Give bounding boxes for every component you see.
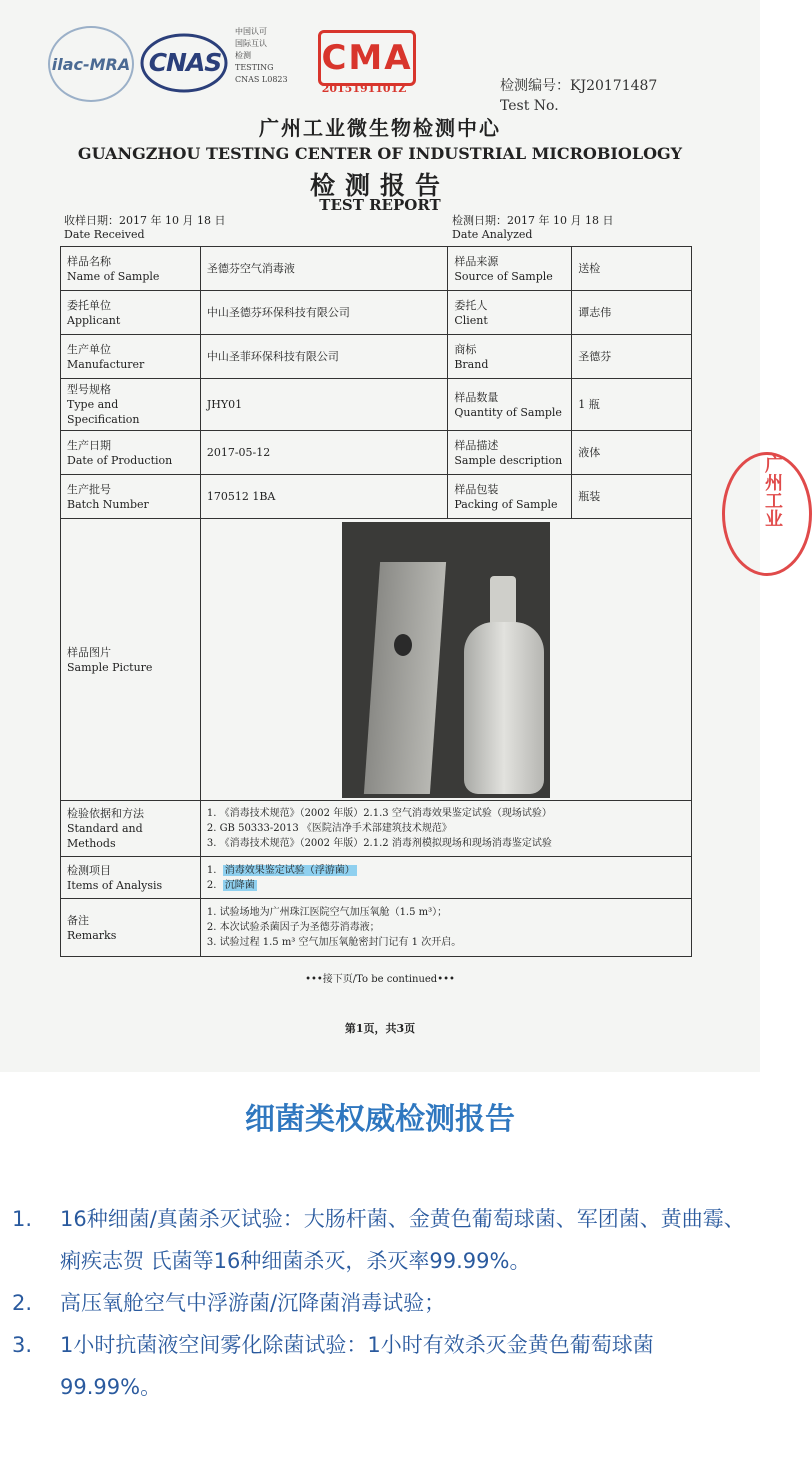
label-cell: 商标 Brand bbox=[448, 335, 572, 379]
list-item: 2. 高压氧舱空气中浮游菌/沉降菌消毒试验； bbox=[12, 1291, 446, 1315]
table-row bbox=[61, 475, 692, 519]
sample-photo bbox=[342, 522, 550, 798]
cnas-logo-text: CNAS bbox=[148, 48, 222, 77]
value-cell: JHY01 bbox=[200, 379, 448, 431]
cma-code: 2015191101Z bbox=[321, 82, 407, 95]
label-cell: 样品描述 Sample description bbox=[448, 431, 572, 475]
value-cell: 液体 bbox=[572, 431, 692, 475]
table-row bbox=[61, 379, 692, 431]
center-name-en: GUANGZHOU TESTING CENTER OF INDUSTRIAL MICROBIOLOGY bbox=[77, 144, 683, 163]
value-cell: 圣德芬空气消毒液 bbox=[200, 247, 448, 291]
accreditation-text: 中国认可 国际互认 检测 TESTING CNAS L0823 bbox=[235, 27, 288, 84]
report-title-en: TEST REPORT bbox=[319, 196, 441, 214]
product-box bbox=[364, 562, 446, 794]
center-name-cn: 广州工业微生物检测中心 bbox=[259, 116, 501, 140]
label-cell: 样品来源 Source of Sample bbox=[448, 247, 572, 291]
label-cell: 样品包装 Packing of Sample bbox=[448, 475, 572, 519]
spray-nozzle bbox=[490, 576, 516, 626]
ilac-mra-logo: ilac-MRA bbox=[48, 26, 134, 102]
test-number: 检测编号：KJ20171487 Test No. bbox=[500, 78, 658, 114]
value-cell: 送检 bbox=[572, 247, 692, 291]
continued-note: •••接下页/To be continued••• bbox=[305, 974, 455, 985]
list-item: 1. 16种细菌/真菌杀灭试验：大肠杆菌、金黄色葡萄球菌、军团菌、黄曲霉、痢疾志贺 氏菌等16种细菌杀灭，杀灭率99.99%。 bbox=[12, 1207, 745, 1273]
label-cell: 样品图片 Sample Picture bbox=[61, 519, 201, 801]
table-row bbox=[61, 857, 692, 899]
label-cell: 检测项目 Items of Analysis bbox=[61, 857, 201, 899]
list-item: 3. 1小时抗菌液空间雾化除菌试验：1小时有效杀灭金黄色葡萄球菌99.99%。 bbox=[12, 1333, 654, 1399]
value-cell: 瓶装 bbox=[572, 475, 692, 519]
date-received: 收样日期：2017 年 10 月 18 日 Date Received bbox=[64, 214, 226, 241]
notes-list bbox=[12, 1198, 752, 1408]
value-cell: 中山圣德芬环保科技有限公司 bbox=[200, 291, 448, 335]
report-title-cn: 检测报告 bbox=[309, 171, 450, 200]
value-cell: 谭志伟 bbox=[572, 291, 692, 335]
label-cell: 生产日期 Date of Production bbox=[61, 431, 201, 475]
label-cell: 备注 Remarks bbox=[61, 899, 201, 957]
spray-bottle bbox=[464, 622, 544, 794]
table-row bbox=[61, 801, 692, 857]
label-cell: 检验依据和方法 Standard and Methods bbox=[61, 801, 201, 857]
value-cell: 1 瓶 bbox=[572, 379, 692, 431]
table-row bbox=[61, 247, 692, 291]
cma-logo: CMA bbox=[318, 30, 416, 86]
picture-cell bbox=[200, 519, 691, 801]
table-row bbox=[61, 899, 692, 957]
analysis-list: 1. 消毒效果鉴定试验（浮游菌） 2. 沉降菌 bbox=[200, 857, 691, 899]
table-row-picture bbox=[61, 519, 692, 801]
value-cell: 170512 1BA bbox=[200, 475, 448, 519]
date-analyzed: 检测日期：2017 年 10 月 18 日 Date Analyzed bbox=[452, 214, 614, 241]
table-row bbox=[61, 431, 692, 475]
table-row bbox=[61, 291, 692, 335]
label-cell: 委托单位 Applicant bbox=[61, 291, 201, 335]
report-table bbox=[60, 246, 692, 957]
value-cell: 中山圣菲环保科技有限公司 bbox=[200, 335, 448, 379]
section-title: 细菌类权威检测报告 bbox=[245, 1102, 515, 1137]
official-seal: 广州工业 bbox=[722, 452, 812, 576]
label-cell: 委托人 Client bbox=[448, 291, 572, 335]
drop-logo-icon bbox=[394, 634, 412, 656]
table-row bbox=[61, 335, 692, 379]
label-cell: 样品数量 Quantity of Sample bbox=[448, 379, 572, 431]
label-cell: 型号规格 Type and Specification bbox=[61, 379, 201, 431]
label-cell: 样品名称 Name of Sample bbox=[61, 247, 201, 291]
value-cell: 2017-05-12 bbox=[200, 431, 448, 475]
page-number: 第1页，共3页 bbox=[344, 1022, 416, 1035]
standard-list: 1. 《消毒技术规范》（2002 年版）2.1.3 空气消毒效果鉴定试验（现场试验） 2. GB 50333-2013 《医院洁净手术部建筑技术规范》 3. 《消毒技术规范》（2002 年版）2.1.2 消毒剂模拟现场和现场消毒鉴定试验 bbox=[200, 801, 691, 857]
label-cell: 生产批号 Batch Number bbox=[61, 475, 201, 519]
label-cell: 生产单位 Manufacturer bbox=[61, 335, 201, 379]
value-cell: 圣德芬 bbox=[572, 335, 692, 379]
remarks-list: 1. 试验场地为广州珠江医院空气加压氧舱（1.5 m³）； 2. 本次试验杀菌因子为圣德芬消毒液； 3. 试验过程 1.5 m³ 空气加压氧舱密封门记有 1 次开启。 bbox=[200, 899, 691, 957]
